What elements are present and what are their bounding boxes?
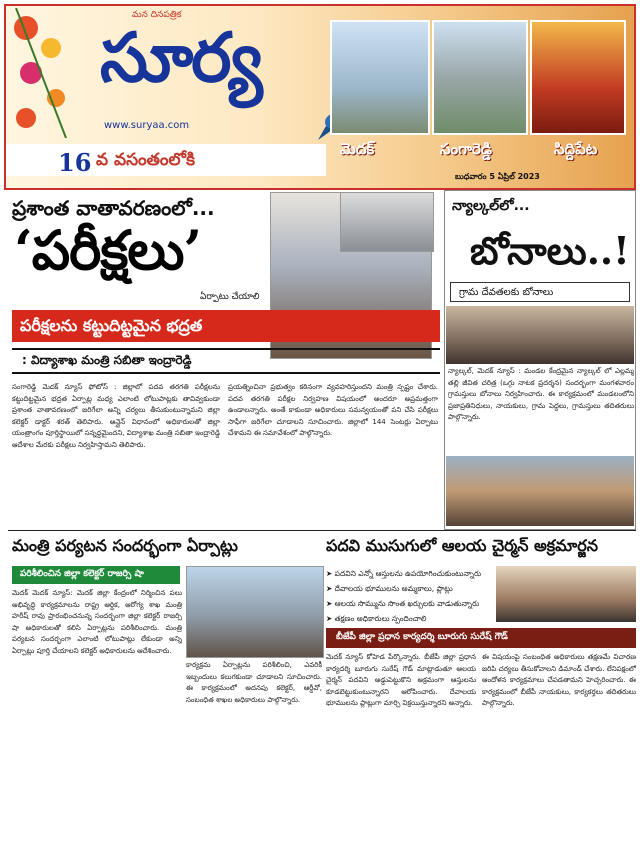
- photo-caption-medak: మెదక్: [340, 140, 375, 158]
- allegation-4: తక్షణం అధికారులు స్పందించాలి: [334, 614, 427, 623]
- lead-body-column-2: ప్రయత్నించినా ప్రభుత్వం కఠినంగా వ్యవహరిస్తుందని మంత్రి స్పష్టం చేశారు. పదవ తరగతి పరీక్షల నిర్వహణ విషయంలో అందరూ అప్రమత్తంగా ఉండాలన్నారు. అంతే కాకుండా అధికారులు సమన్వయంతో పని చేసి పరీక్షలు సాఫీగా జరిగేలా చూడాలని సూచించారు. జిల్లాలో 144 సెంటర్లు ఏర్పాటు చేశామని ఈ సమావేశంలో పాల్గొన్నారు.: [228, 383, 438, 437]
- minister-attribution: : విద్యాశాఖ మంత్రి సబితా ఇంద్రారెడ్డి: [22, 353, 192, 367]
- list-item: ➤ తక్షణం అధికారులు స్పందించాలి: [326, 614, 427, 623]
- collector-inspection-banner: పరిశీలించిన జిల్లా కలెక్టర్ రాజర్సి షా: [12, 566, 180, 584]
- video-conference-screen-photo: [340, 192, 434, 252]
- bonalu-crowd-photo: [446, 456, 634, 526]
- bjp-secretary-banner: బీజేపీ జిల్లా ప్రధాన కార్యదర్శి బూరుగు సురేష్ గౌడ్: [326, 628, 636, 648]
- allegation-3: ఆలయ సొమ్మును సొంత ఖర్చులకు వాడుతున్నారు: [334, 599, 480, 608]
- issue-date: బుధవారం 5 ఏప్రిల్ 2023: [455, 172, 540, 181]
- minister-visit-body-1: మెదక్ మెదక్ న్యూస్: మెదక్ జిల్లా కేంద్రంలో నిర్మించిన పలు అభివృద్ధి కార్యక్రమాలను రాష్ట్ర ఆర్థిక, ఆరోగ్య శాఖ మంత్రి హరీష్ రావు ప్రారంభించనున్న సందర్భంగా జిల్లా కలెక్టర్ రాజర్సి షా అధికారులతో కలిసి ఏర్పాట్లను పరిశీలించారు. మంత్రి పర్యటన సందర్భంగా ఎలాంటి లోటుపాట్లు లేకుండా అన్ని ఏర్పాట్లు పూర్తి చేయాలని కలెక్టర్ అధికారులను ఆదేశించారు.: [12, 589, 182, 655]
- allegation-1: పదవిని ఎన్నో ఆస్తులను ఉపయోగించుకుంటున్నారు: [334, 569, 482, 578]
- press-club-photo: [496, 566, 636, 622]
- temple-allegations-list: [326, 566, 494, 626]
- section-divider: [8, 530, 636, 531]
- bonalu-procession-photo: [446, 306, 634, 364]
- anniversary-number: 16: [58, 148, 92, 177]
- collector-inspection-photo: [186, 566, 324, 658]
- website-url[interactable]: www.suryaa.com: [104, 120, 190, 131]
- lead-headline: ‘పరీక్షలు’: [14, 218, 202, 282]
- minister-visit-headline: మంత్రి పర్యటన సందర్భంగా ఏర్పాట్లు: [12, 536, 238, 555]
- sangareddy-dam-photo: [432, 20, 528, 135]
- list-item: ➤ పదవిని ఎన్నో ఆస్తులను ఉపయోగించుకుంటున్నారు: [326, 569, 482, 578]
- lead-side-note: ఏర్పాటు చేయాలి: [200, 292, 260, 302]
- photo-caption-sangareddy: సంగారెడ్డి: [440, 140, 492, 158]
- masthead-tagline: మన దినపత్రిక: [132, 10, 182, 20]
- flower-decoration-icon: [6, 8, 86, 138]
- list-item: ➤ దేవాలయ భూములను అమ్మకాలు, ప్లాట్లు: [326, 584, 453, 593]
- bonalu-kicker: న్యాల్కల్‌లో...: [452, 198, 530, 214]
- siddipet-deity-photo: [530, 20, 626, 135]
- medak-church-photo: [330, 20, 430, 135]
- lead-kicker: ప్రశాంత వాతావరణంలో...: [12, 196, 215, 220]
- minister-visit-body-2: కార్యక్రమ ఏర్పాట్లను పరిశీలించి, ఎవరికీ ఇబ్బందులు కలుగకుండా చూడాలని సూచించారు. ఈ కార్యక్రమంలో అదనపు కలెక్టర్, ఆర్డీవో, సంబంధిత శాఖల అధికారులు పాల్గొన్నారు.: [186, 661, 322, 704]
- newspaper-logo: సూర్య: [100, 18, 261, 98]
- anniversary-text: వ వసంతంలోకి: [96, 150, 195, 170]
- temple-story-body-2: ఈ విషయంపై సంబంధిత అధికారులు తక్షణమే విచారణ జరిపి చర్యలు తీసుకోవాలని డిమాండ్ చేశారు. లేనిపక్షంలో ఆందోళన కార్యక్రమాలు చేపడతామని హెచ్చరించారు. ఈ కార్యక్రమంలో బీజేపీ నాయకులు, కార్యకర్తలు తదితరులు పాల్గొన్నారు.: [482, 653, 636, 707]
- list-item: ➤ ఆలయ సొమ్మును సొంత ఖర్చులకు వాడుతున్నారు: [326, 599, 480, 608]
- temple-story-body-1: మెదక్ న్యూస్ కోహెడ పేర్కొన్నారు. బీజేపీ జిల్లా ప్రధాన కార్యదర్శి బూరుగు సురేష్ గౌడ్ మాట్లాడుతూ ఆలయ చైర్మన్ పదవిని అడ్డుపెట్టుకొని అక్రమంగా ఆస్తులను కూడబెట్టుకుంటున్నారని ఆరోపించారు. దేవాలయ భూములను ప్లాట్లుగా మార్చి విక్రయిస్తున్నారని అన్నారు.: [326, 653, 476, 707]
- bonalu-subheadline: గ్రామ దేవతలకు బోనాలు: [450, 282, 630, 302]
- bonalu-body: న్యాల్కల్, మెదక్ న్యూస్ : మండల కేంద్రమైన న్యాల్కల్ లో ఎల్లమ్మ తల్లి జీవిత చరిత్ర (ఒగ్గు నాటక ప్రదర్శన) సందర్భంగా మంగళవారం గ్రామస్తులు బోనాలు నిర్వహించారు. ఈ కార్యక్రమంలో మండలంలోని ప్రజాప్రతినిధులు, నాయకులు, గ్రామ పెద్దలు, గ్రామస్తులు తదితరులు పాల్గొన్నారు.: [448, 367, 634, 421]
- lead-subheadline: పరీక్షలను కట్టుదిట్టమైన భద్రత: [20, 316, 203, 335]
- lead-body-column-1: సంగారెడ్డి మెదక్ న్యూస్ ఫోటోస్ : జిల్లాలో పదవ తరగతి పరీక్షలను కట్టుదిట్టమైన భద్రత ఏర్పాట్ల మధ్య ఎలాంటి లోటుపాట్లకు తావివ్వకుండా ప్రశాంత వాతావరణంలో జరిగేలా అన్ని చర్యలు తీసుకుంటున్నామని జిల్లా కలెక్టర్ డాక్టర్ శరత్ తెలిపారు. ఆన్లైన్ విధానంలో అధికారులతో జిల్లా యంత్రాంగం పూర్తిస్థాయిలో సన్నద్ధమైందని, విద్యాశాఖ మంత్రి సబితా ఇంద్రారెడ్డి ఆదేశాల మేరకు పరీక్షలు నిర్వహిస్తామని తెలిపారు.: [12, 383, 220, 449]
- bonalu-headline: బోనాలు..!: [470, 228, 630, 273]
- photo-caption-siddipet: సిద్దిపేట: [554, 140, 598, 158]
- allegation-2: దేవాలయ భూములను అమ్మకాలు, ప్లాట్లు: [334, 584, 453, 593]
- temple-chairman-headline: పదవి ముసుగులో ఆలయ చైర్మన్ అక్రమార్జన: [326, 536, 598, 555]
